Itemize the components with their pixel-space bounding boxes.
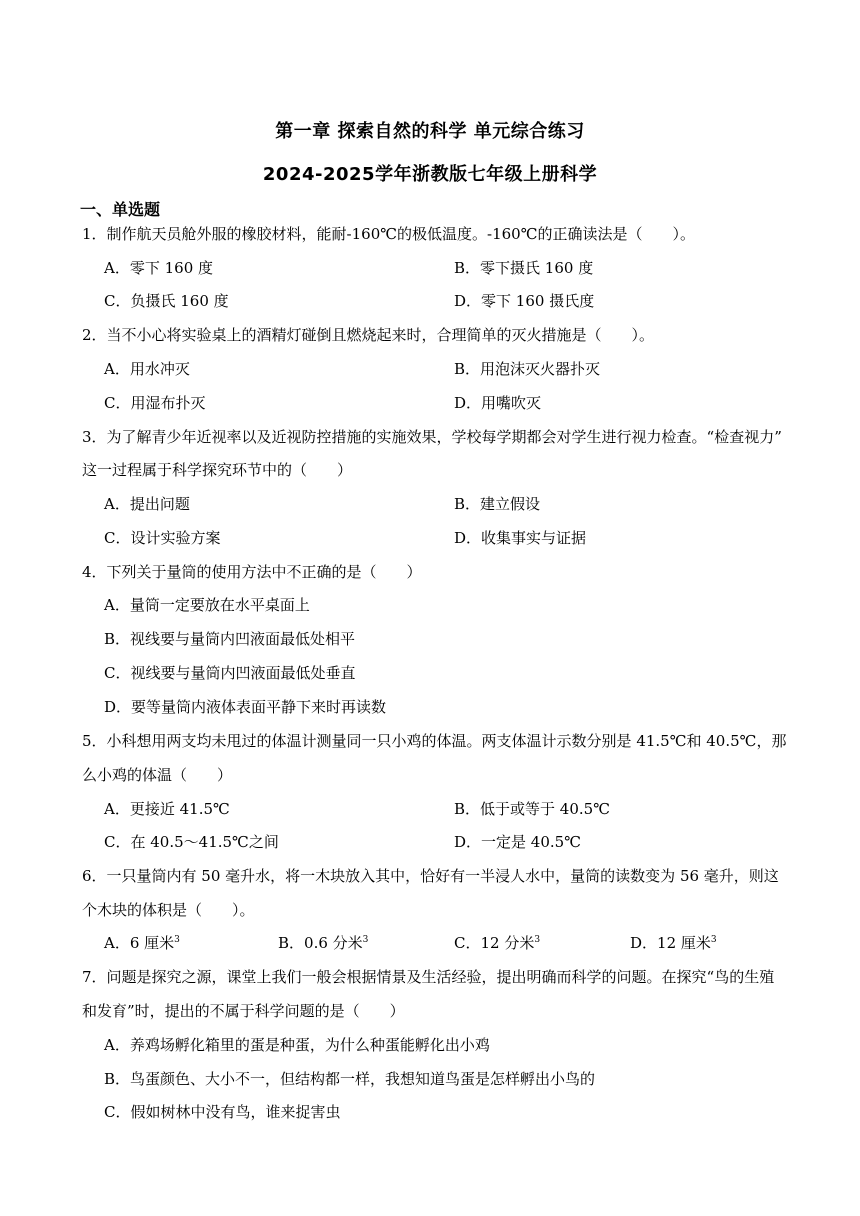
question-3-text-line-2: 这一过程属于科学探究环节中的（ ） [82,461,353,479]
option-5-b: B．低于或等于 40.5℃ [454,800,610,818]
question-5-text-line-1: 5．小科想用两支均未甩过的体温计测量同一只小鸡的体温。两支体温计示数分别是 41.5℃和 40.5℃，那 [82,732,787,750]
question-3-text-line-1: 3．为了解青少年近视率以及近视防控措施的实施效果，学校每学期都会对学生进行视力检查。“检查视力” [82,428,782,446]
option-2-b: B．用泡沫灭火器扑灭 [454,360,601,378]
option-4-d: D．要等量筒内液体表面平静下来时再读数 [104,698,387,716]
question-4-text: 4．下列关于量筒的使用方法中不正确的是（ ） [82,563,422,581]
option-4-c: C．视线要与量筒内凹液面最低处垂直 [104,664,356,682]
option-2-a: A．用水冲灭 [104,360,190,378]
option-7-b: B．鸟蛋颜色、大小不一，但结构都一样，我想知道鸟蛋是怎样孵出小鸟的 [104,1070,596,1088]
option-1-c: C．负摄氏 160 度 [104,292,229,310]
question-7-text-line-2: 和发育”时，提出的不属于科学问题的是（ ） [82,1002,405,1020]
option-5-d: D．一定是 40.5℃ [454,833,581,851]
option-6-a: A．6 厘米$^3$ [104,934,180,952]
question-1-text: 1．制作航天员舱外服的橡胶材料，能耐-160℃的极低温度。-160℃的正确读法是（ ）。 [82,225,696,243]
option-3-d: D．收集事实与证据 [454,529,587,547]
option-7-c: C．假如树林中没有鸟，谁来捉害虫 [104,1103,341,1121]
option-6-d: D．12 厘米$^3$ [630,934,717,952]
option-5-c: C．在 40.5～41.5℃之间 [104,833,279,851]
option-3-a: A．提出问题 [104,495,190,513]
option-3-b: B．建立假设 [454,495,541,513]
option-1-b: B．零下摄氏 160 度 [454,259,594,277]
option-4-b: B．视线要与量筒内凹液面最低处相平 [104,630,356,648]
option-5-a: A．更接近 41.5℃ [104,800,230,818]
section-heading: 一、单选题 [80,200,161,219]
option-6-c: C．12 分米$^3$ [454,934,541,952]
option-2-d: D．用嘴吹灭 [454,394,542,412]
option-1-a: A．零下 160 度 [104,259,214,277]
question-5-text-line-2: 么小鸡的体温（ ） [82,766,233,784]
question-7-text-line-1: 7．问题是探究之源，课堂上我们一般会根据情景及生活经验，提出明确而科学的问题。在探究“鸟的生殖 [82,968,775,986]
question-6-text-line-1: 6．一只量筒内有 50 毫升水，将一木块放入其中，恰好有一半浸人水中，量筒的读数变为 56 毫升，则这 [82,867,779,885]
question-6-text-line-2: 个木块的体积是（ ）。 [82,901,255,919]
page-subtitle: 2024-2025学年浙教版七年级上册科学 [262,164,598,185]
option-3-c: C．设计实验方案 [104,529,221,547]
option-2-c: C．用湿布扑灭 [104,394,206,412]
option-1-d: D．零下 160 摄氏度 [454,292,595,310]
option-6-b: B．0.6 分米$^3$ [278,934,369,952]
option-7-a: A．养鸡场孵化箱里的蛋是种蛋，为什么种蛋能孵化出小鸡 [104,1036,490,1054]
page-title: 第一章 探索自然的科学 单元综合练习 [275,121,585,142]
question-2-text: 2．当不小心将实验桌上的酒精灯碰倒且燃烧起来时，合理简单的灭火措施是（ ）。 [82,326,655,344]
option-4-a: A．量筒一定要放在水平桌面上 [104,596,310,614]
